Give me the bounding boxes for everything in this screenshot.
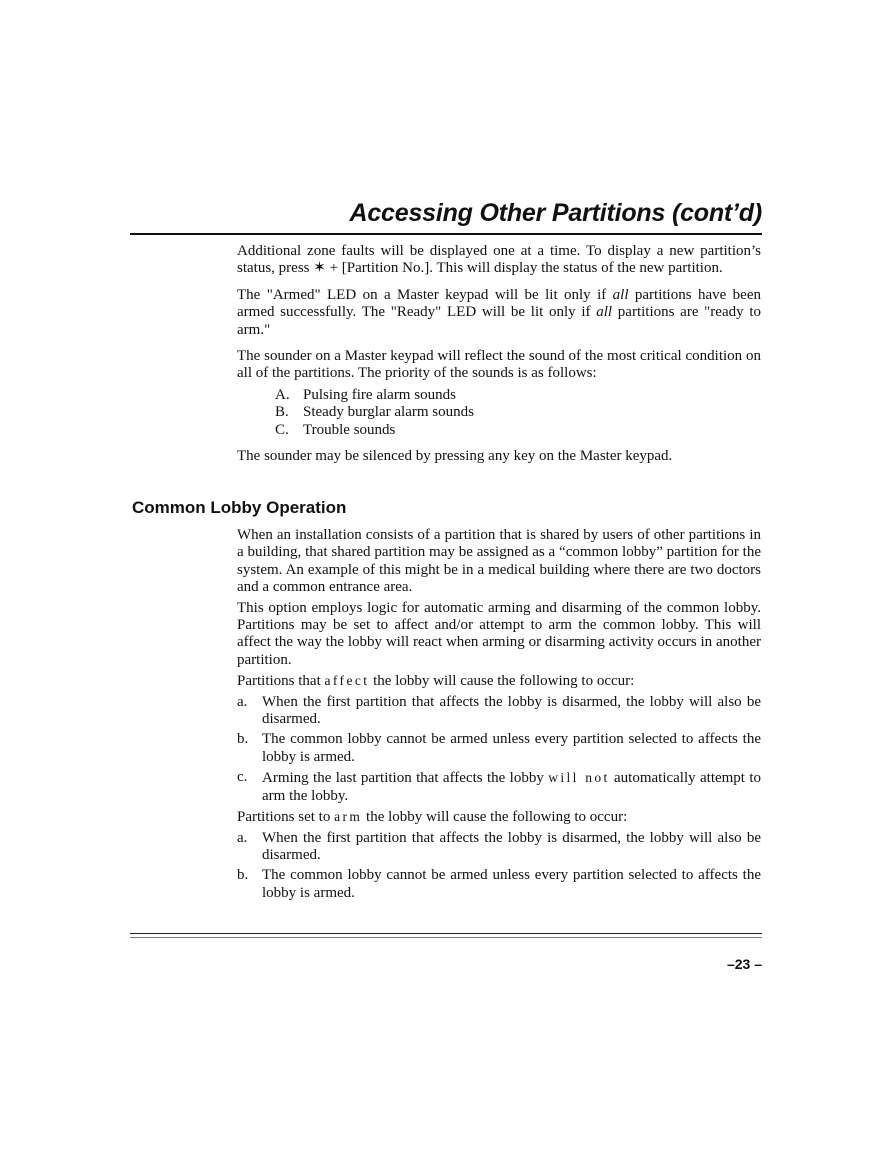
affect-intro (237, 672, 761, 690)
list-text: When the first partition that affects the lobby is disarmed, the lobby will also be disarmed. (262, 829, 761, 863)
footer-rule-top (130, 933, 762, 934)
sound-priority-list (237, 387, 761, 439)
affect-list (237, 694, 761, 805)
lobby-paragraph-1: When an installation consists of a partition that is shared by users of other partitions in a building, that shared partition may be assigned as a “common lobby” partition for the system. An example of this might be in a medical building where there are two doctors and a common entrance area. (237, 527, 761, 596)
list-letter: A. (275, 386, 290, 403)
title-rule (130, 233, 762, 235)
arm-intro-b: the lobby will cause the following to occur: (362, 809, 628, 826)
list-letter: b. (237, 731, 249, 748)
list-letter: a. (237, 693, 248, 710)
affect-c-part-a: Arming the last partition that affects the lobby (262, 770, 549, 787)
page-title: Accessing Other Partitions (cont’d) (349, 199, 762, 227)
list-letter: C. (275, 421, 289, 438)
list-item (237, 694, 761, 729)
lobby-paragraph-2: This option employs logic for automatic arming and disarming of the common lobby. Partitions may be set to affect and/or attempt to arm the common lobby. This will affect the way the lobby will react when arming or disarming activity occurs in another partition. (237, 599, 761, 668)
arm-intro (237, 808, 761, 826)
intro-paragraph-4: The sounder may be silenced by pressing any key on the Master keypad. (237, 448, 673, 465)
section-heading: Common Lobby Operation (132, 498, 347, 517)
list-letter: B. (275, 404, 289, 421)
list-text: Steady burglar alarm sounds (303, 404, 474, 421)
footer-rule-bottom (130, 937, 762, 938)
arm-word: arm (334, 809, 363, 825)
list-text: The common lobby cannot be armed unless every partition selected to affects the lobby is armed. (262, 731, 761, 765)
arm-list (237, 830, 761, 903)
list-letter: c. (237, 769, 248, 786)
intro-section (237, 243, 761, 465)
p2-emphasis-all-2: all (596, 304, 613, 321)
list-item (237, 830, 761, 865)
list-text: When the first partition that affects the lobby is disarmed, the lobby will also be disarmed. (262, 693, 761, 728)
list-item (237, 422, 761, 439)
list-letter: b. (237, 867, 249, 884)
affect-c-part-b: automatically attempt to arm the lobby. (262, 770, 762, 804)
list-text: The common lobby cannot be armed unless every partition selected to affects the lobby is armed. (262, 867, 761, 901)
list-item (237, 731, 761, 766)
p2-part-a: The "Armed" LED on a Master keypad will be lit only if (237, 286, 613, 303)
affect-intro-a: Partitions that (237, 673, 325, 690)
list-item (237, 769, 761, 805)
affect-intro-b: the lobby will cause the following to occur: (369, 673, 635, 690)
page-number: –23 – (726, 956, 762, 972)
list-item (237, 387, 761, 404)
arm-intro-a: Partitions set to (237, 809, 335, 826)
p2-emphasis-all-1: all (612, 286, 629, 303)
intro-paragraph-3: The sounder on a Master keypad will reflect the sound of the most critical condition on all of the partitions. The priority of the sounds is as follows: (237, 348, 761, 382)
list-item (237, 404, 761, 421)
intro-paragraph-2 (237, 287, 761, 339)
intro-paragraph-1: Additional zone faults will be displayed one at a time. To display a new partition’s status, press ✶ + [Partition No.]. This will display the status of the new partition. (237, 243, 761, 277)
list-item (237, 867, 761, 902)
lobby-section (237, 527, 761, 902)
list-text: Trouble sounds (303, 421, 396, 438)
p2-part-b: partitions have been armed successfully. The "Ready" LED will be lit only if (237, 286, 761, 321)
affect-word: affect (324, 673, 370, 689)
will-not-spaced: will not (548, 770, 610, 786)
list-letter: a. (237, 829, 248, 846)
list-text: Pulsing fire alarm sounds (303, 386, 456, 403)
p2-part-c: partitions are "ready to arm." (237, 304, 761, 338)
